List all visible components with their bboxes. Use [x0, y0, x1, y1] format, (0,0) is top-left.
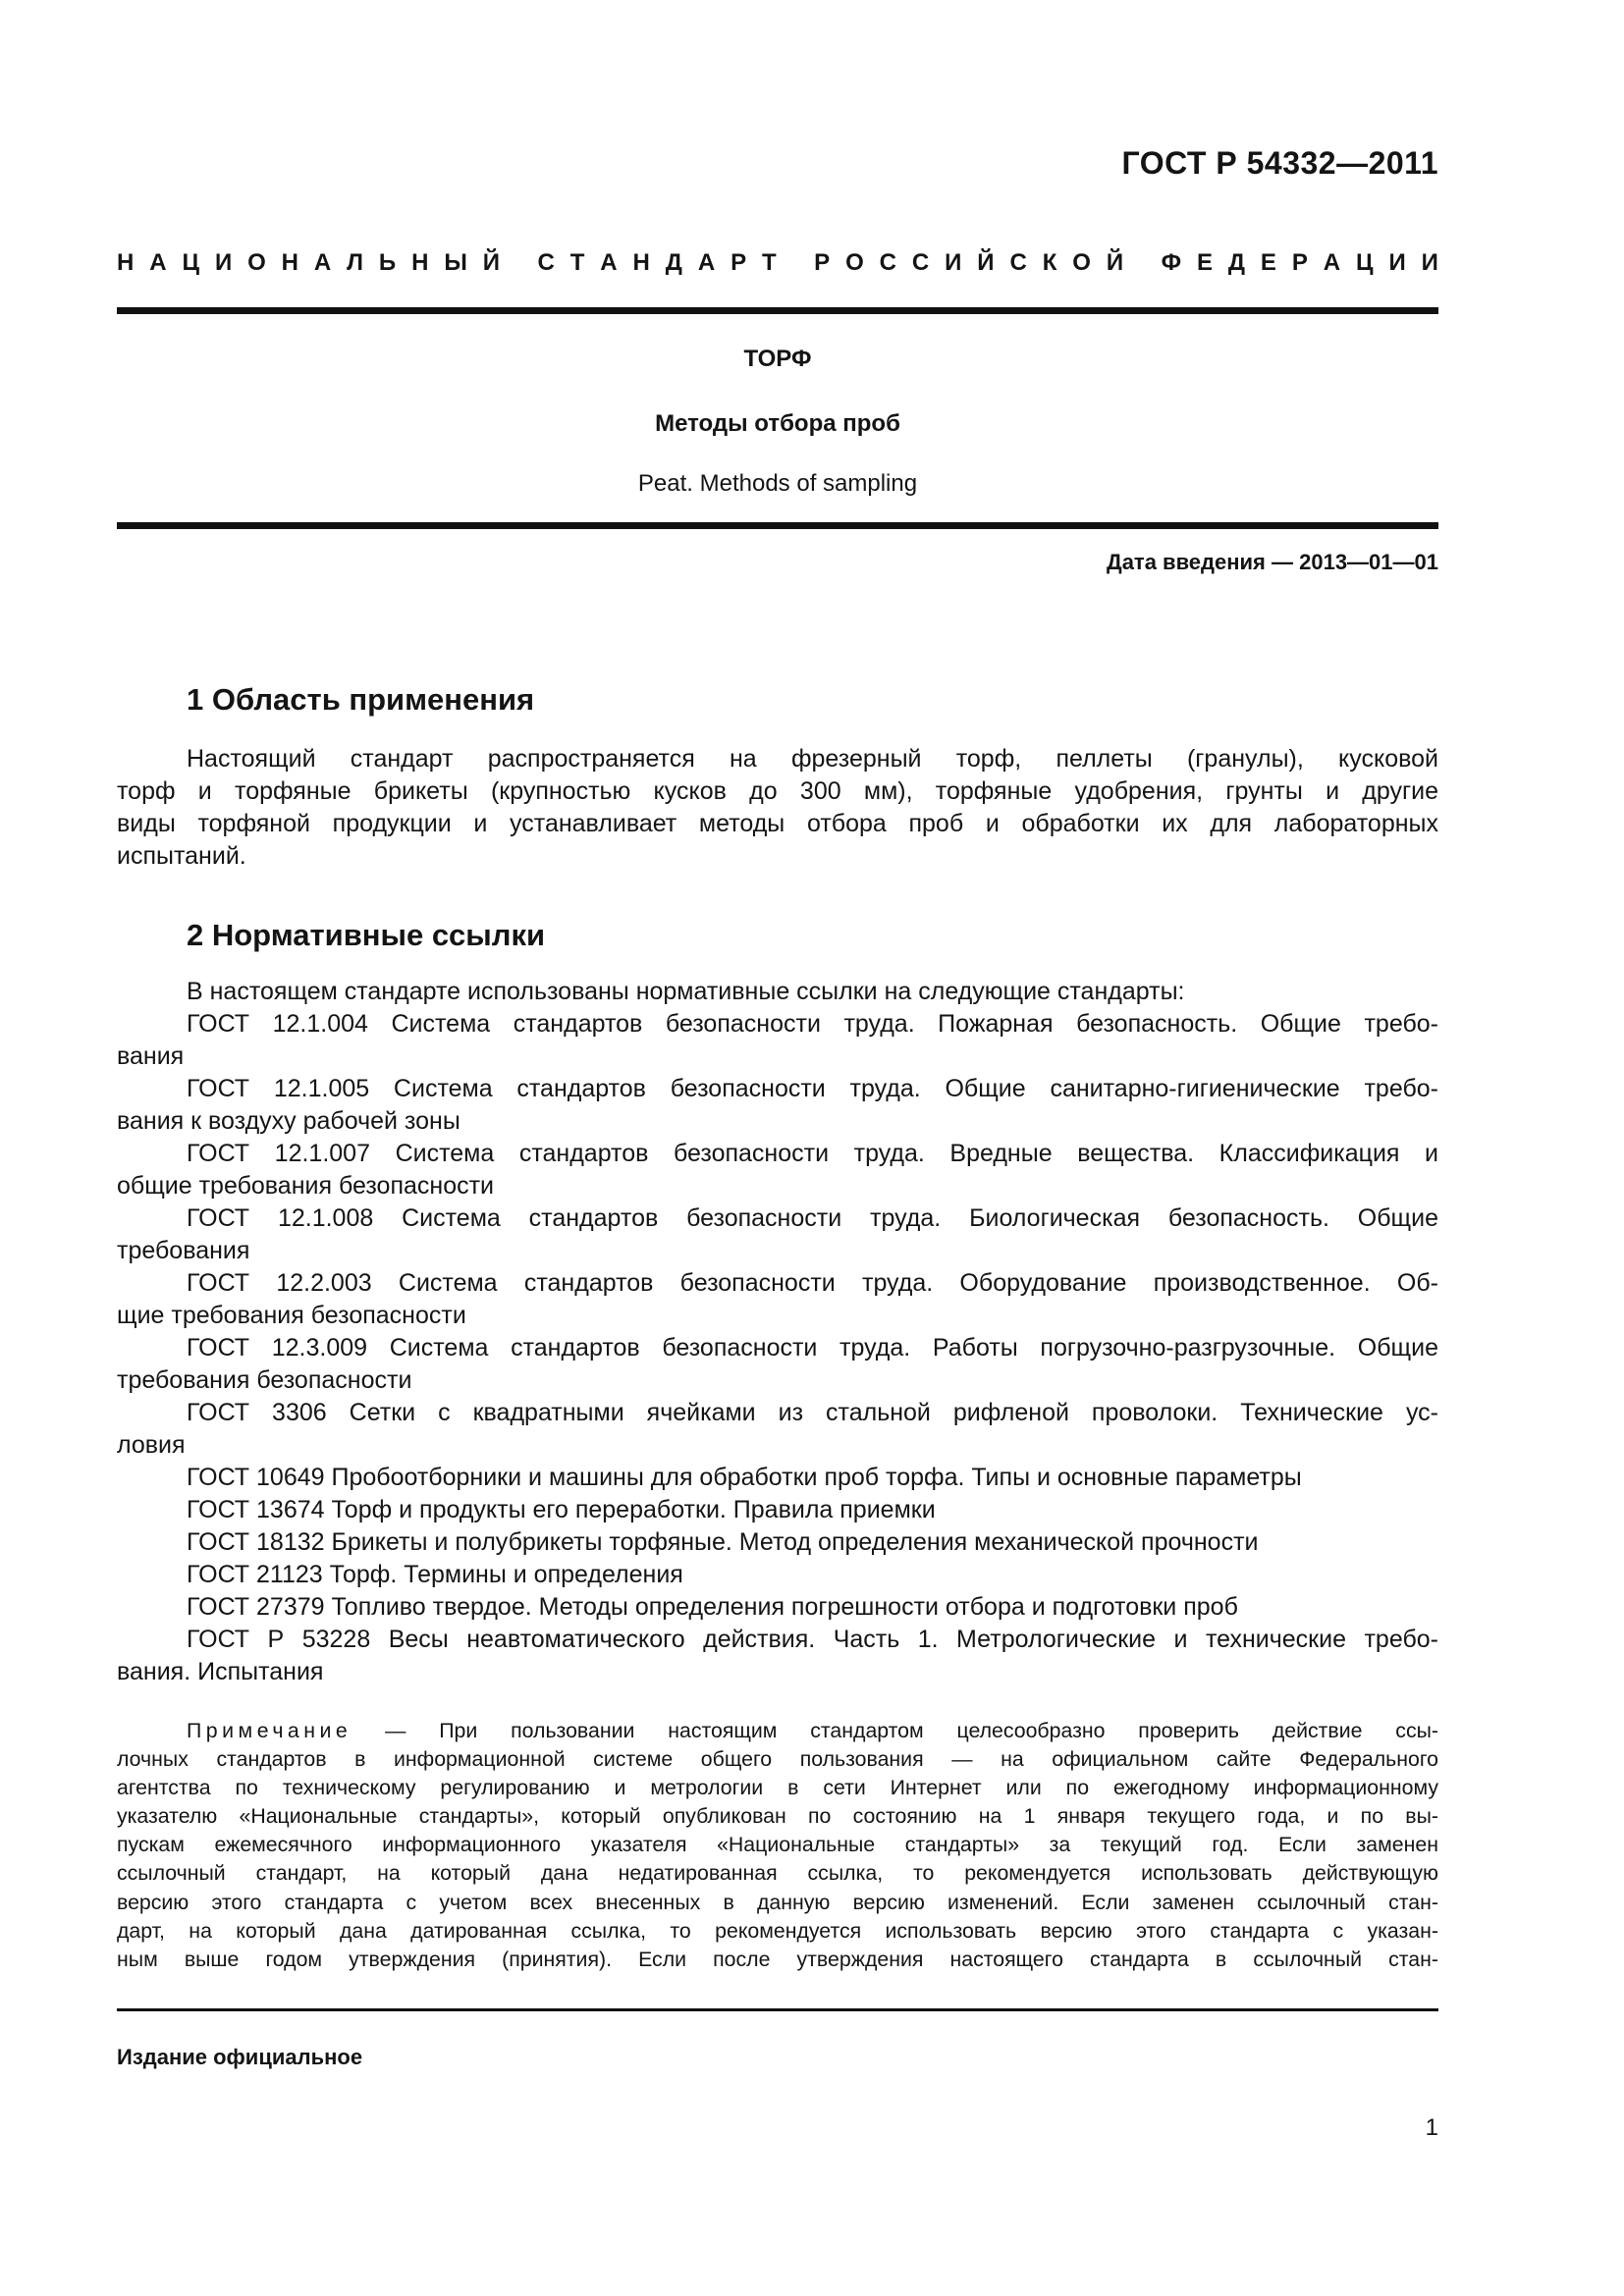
text-line: торф и торфяные брикеты (крупностью кусков до 300 мм), торфяные удобрения, грунты и другие: [117, 777, 1438, 805]
reference-line: ГОСТ 10649 Пробоотборники и машины для обработки проб торфа. Типы и основные параметры: [187, 1464, 1302, 1491]
reference-line: ГОСТ 12.1.004 Система стандартов безопасности труда. Пожарная безопасность. Общие требо-: [187, 1010, 1438, 1038]
reference-line: общие требования безопасности: [117, 1172, 495, 1200]
reference-line: ГОСТ 12.2.003 Система стандартов безопасности труда. Оборудование производственное. Об-: [187, 1269, 1438, 1297]
section-2-heading: 2 Нормативные ссылки: [187, 918, 546, 952]
banner-letter: Л: [347, 249, 364, 276]
banner-space: [792, 249, 799, 277]
banner-letter: А: [697, 249, 716, 276]
title-rule: [117, 522, 1438, 529]
reference-intro: В настоящем стандарте использованы нормативные ссылки на следующие стандарты:: [187, 978, 1185, 1005]
reference-line: ГОСТ 18132 Брикеты и полубрикеты торфяные. Метод определения механической прочности: [187, 1528, 1259, 1556]
banner-letter: Р: [814, 249, 831, 276]
note-first-line-text: — При пользовании настоящим стандартом целесообразно проверить действие ссы-: [352, 1719, 1438, 1742]
header-rule: [117, 307, 1438, 314]
banner-letter: Й: [977, 249, 995, 276]
banner-letter: И: [1388, 249, 1406, 276]
banner-letter: Т: [761, 249, 777, 276]
page-number: 1: [1425, 2114, 1438, 2141]
reference-line: ГОСТ Р 53228 Весы неавтоматического действия. Часть 1. Метрологические и технические требо-: [187, 1626, 1438, 1653]
banner-letter: Й: [1106, 249, 1124, 276]
banner-letter: А: [1323, 249, 1341, 276]
banner-letter: Н: [117, 249, 135, 276]
text-line: Настоящий стандарт распространяется на фрезерный торф, пеллеты (гранулы), кусковой: [187, 745, 1438, 773]
reference-line: ГОСТ 12.1.007 Система стандартов безопасности труда. Вредные вещества. Классификация и: [187, 1140, 1438, 1167]
banner-letter: И: [1421, 249, 1438, 276]
banner-letter: Н: [411, 249, 429, 276]
banner-letter: С: [911, 249, 930, 276]
normative-references: [117, 976, 1438, 1688]
reference-line: требования: [117, 1237, 250, 1264]
banner-letter: С: [1009, 249, 1027, 276]
banner-letter: Р: [731, 249, 747, 276]
note-line: агентства по техническому регулированию и метрологии в сети Интернет или по ежегодному информационному: [117, 1776, 1438, 1800]
reference-line: щие требования безопасности: [117, 1302, 466, 1329]
banner-letter: Р: [1291, 249, 1308, 276]
banner-letter: А: [313, 249, 332, 276]
reference-line: ГОСТ 12.1.008 Система стандартов безопасности труда. Биологическая безопасность. Общие: [187, 1204, 1438, 1232]
footer-rule: [117, 2008, 1438, 2011]
official-edition-label: Издание официальное: [117, 2045, 363, 2069]
banner-space: [1139, 249, 1146, 277]
note-line: ссылочный стандарт, на который дана недатированная ссылка, то рекомендуется использовать действующую: [117, 1861, 1438, 1886]
banner-letter: Е: [1196, 249, 1213, 276]
introduction-date: Дата введения — 2013—01—01: [1107, 550, 1438, 574]
reference-line: ГОСТ 12.3.009 Система стандартов безопасности труда. Работы погрузочно-разгрузочные. Общие: [187, 1334, 1438, 1362]
banner-letter: Н: [281, 249, 299, 276]
document-number: ГОСТ Р 54332—2011: [1121, 145, 1438, 181]
note-label: Примечание: [187, 1719, 352, 1742]
note-line: пускам ежемесячного информационного указателя «Национальные стандарты» за текущий год. Если заменен: [117, 1833, 1438, 1857]
banner-letter: Ц: [1356, 249, 1374, 276]
note-line: ным выше годом утверждения (принятия). Если после утверждения настоящего стандарта в ссылочный стан-: [117, 1947, 1438, 1971]
banner-letter: Д: [665, 249, 682, 276]
text-line: испытаний.: [117, 842, 246, 870]
banner-letter: С: [537, 249, 555, 276]
banner-letter: Ф: [1161, 249, 1182, 276]
reference-line: ГОСТ 3306 Сетки с квадратными ячейками из стальной рифленой проволоки. Технические ус-: [187, 1399, 1438, 1426]
banner-letter: О: [1072, 249, 1091, 276]
reference-line: ГОСТ 12.1.005 Система стандартов безопасности труда. Общие санитарно-гигиенические требо-: [187, 1075, 1438, 1102]
note-line: лочных стандартов в информационной системе общего пользования — на официальном сайте Федерального: [117, 1747, 1438, 1772]
national-standard-banner: [117, 249, 1438, 277]
banner-letter: Й: [482, 249, 500, 276]
banner-letter: Ы: [444, 249, 467, 276]
banner-letter: С: [879, 249, 896, 276]
banner-letter: И: [945, 249, 962, 276]
document-title-english: Peat. Methods of sampling: [637, 470, 918, 497]
document-title: ТОРФ: [743, 346, 812, 372]
reference-line: вания: [117, 1042, 185, 1070]
reference-line: ГОСТ 13674 Торф и продукты его переработки. Правила приемки: [187, 1496, 936, 1523]
reference-line: вания. Испытания: [117, 1658, 324, 1685]
note-line: дарт, на который дана датированная ссылка, то рекомендуется использовать версию этого стандарта с указан-: [117, 1918, 1438, 1943]
reference-line: требования безопасности: [117, 1366, 412, 1394]
document-subtitle: Методы отбора проб: [655, 410, 900, 437]
banner-letter: Ц: [182, 249, 200, 276]
note-first-line: [117, 1717, 1438, 1745]
banner-letter: Д: [1227, 249, 1245, 276]
banner-letter: А: [600, 249, 618, 276]
note-block: [117, 1717, 1438, 1974]
section-1-heading: 1 Область применения: [187, 682, 535, 717]
banner-letter: О: [845, 249, 864, 276]
section-1-text: [117, 743, 1438, 873]
banner-space: [515, 249, 522, 277]
banner-letter: О: [247, 249, 266, 276]
reference-line: ГОСТ 27379 Топливо твердое. Методы определения погрешности отбора и подготовки проб: [187, 1593, 1238, 1621]
banner-letter: А: [149, 249, 167, 276]
banner-letter: Н: [632, 249, 650, 276]
banner-letter: Т: [569, 249, 585, 276]
note-line: версию этого стандарта с учетом всех внесенных в данную версию изменений. Если заменен ссылочный стан-: [117, 1890, 1438, 1914]
reference-line: вания к воздуху рабочей зоны: [117, 1107, 460, 1135]
banner-letter: Е: [1260, 249, 1276, 276]
text-line: виды торфяной продукции и устанавливает методы отбора проб и обработки их для лабораторных: [117, 810, 1438, 837]
note-line: указателю «Национальные стандарты», который опубликован по состоянию на 1 января текущего года, и по вы-: [117, 1804, 1438, 1829]
reference-line: ловия: [117, 1431, 186, 1459]
banner-letter: Ь: [378, 249, 397, 276]
banner-letter: И: [214, 249, 233, 276]
banner-letter: К: [1042, 249, 1057, 276]
reference-line: ГОСТ 21123 Торф. Термины и определения: [187, 1561, 683, 1588]
